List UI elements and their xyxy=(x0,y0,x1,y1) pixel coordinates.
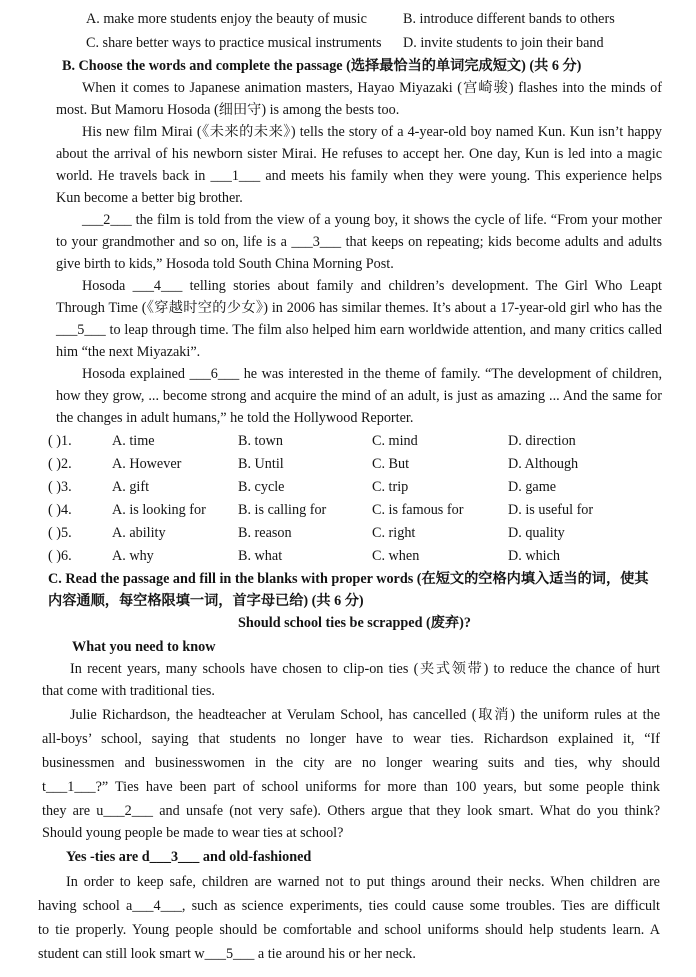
passage-c-line: all-boys’ school, saying that students no longer have to wear ties. Richardson explained it, “If xyxy=(42,731,660,747)
choice-b: B. reason xyxy=(238,525,292,541)
passage-b-line: the changes in adult humans,” he told the Hollywood Reporter. xyxy=(56,410,414,426)
section-b-heading: B. Choose the words and complete the passage (选择最恰当的单词完成短文) (共 6 分) xyxy=(62,58,582,74)
passage-c-line: having school a___4___, such as science experiments, ties could cause some troubles. Ties are difficult xyxy=(38,898,660,914)
choice-c: C. mind xyxy=(372,433,418,449)
passage-c-subheading: Yes -ties are d___3___ and old-fashioned xyxy=(66,849,312,865)
question-number: ( )6. xyxy=(48,548,72,564)
choice-d: D. quality xyxy=(508,525,565,541)
passage-b-line: Hosoda explained ___6___ he was interested in the theme of family. “The development of children, xyxy=(82,366,662,382)
passage-c-line: t___1___?” Ties have been part of school uniforms for more than 100 years, but some people think xyxy=(42,779,660,795)
choice-d: D. is useful for xyxy=(508,502,594,518)
question-number: ( )3. xyxy=(48,479,72,495)
passage-c-subheading: What you need to know xyxy=(72,639,216,655)
passage-c-line: Should young people be made to wear ties at school? xyxy=(42,825,344,841)
passage-b-line: Through Time (《穿越时空的少女》) in 2006 has similar themes. It’s about a 17-year-old girl who has the xyxy=(56,300,662,316)
choice-a: A. time xyxy=(112,433,155,449)
question-number: ( )5. xyxy=(48,525,72,541)
passage-b-line: most. But Mamoru Hosoda (细田守) is among the bests too. xyxy=(56,102,400,118)
option-a: A. make more students enjoy the beauty of music xyxy=(86,11,367,27)
question-number: ( )1. xyxy=(48,433,72,449)
passage-b-line: world. He travels back in ___1___ and meets his family when they were young. This experience helps xyxy=(56,168,662,184)
passage-b-line: to your grandmother and so on, life is a ___3___ that keeps on repeating; kids become adults and adults xyxy=(56,234,662,250)
passage-c-line: they are u___2___ and unsafe (not very safe). Others argue that they look smart. What do you think? xyxy=(42,803,660,819)
section-c-heading-cont: 内容通顺，每空格限填一词，首字母已给) (共 6 分) xyxy=(48,593,364,609)
passage-b-line: ___2___ the film is told from the view of a young boy, it shows the cycle of life. “From your mother xyxy=(82,212,662,228)
choice-c: C. is famous for xyxy=(372,502,464,518)
choice-d: D. which xyxy=(508,548,561,564)
option-b: B. introduce different bands to others xyxy=(403,11,615,27)
option-c: C. share better ways to practice musical instruments xyxy=(86,35,382,51)
passage-b-line: about the arrival of his newborn sister Mirai. He refuses to accept her. One day, Kun is led into a magic xyxy=(56,146,662,162)
passage-c-line: student can still look smart w___5___ a tie around his or her neck. xyxy=(38,946,416,962)
choice-d: D. game xyxy=(508,479,557,495)
choice-c: C. right xyxy=(372,525,416,541)
passage-b-line: Hosoda ___4___ telling stories about family and children’s development. The Girl Who Leapt xyxy=(82,278,662,294)
passage-c-line: In recent years, many schools have chosen to clip-on ties (夹式领带) to reduce the chance of hurt xyxy=(70,661,660,677)
choice-a: A. is looking for xyxy=(112,502,206,518)
passage-c-line: businessmen and businesswomen in the city are no longer wearing suits and ties, why should xyxy=(42,755,660,771)
passage-b-line: give birth to kids,” Hosoda told South China Morning Post. xyxy=(56,256,394,272)
passage-b-line: ___5___ to leap through time. The film also helped him earn worldwide attention, and many critics called xyxy=(56,322,662,338)
choice-d: D. Although xyxy=(508,456,579,472)
choice-b: B. what xyxy=(238,548,283,564)
passage-c-line: to tie properly. Young people should be comfortable and school uniforms should help students learn. A xyxy=(38,922,660,938)
passage-b-line: him “the next Miyazaki”. xyxy=(56,344,201,360)
passage-b-line: how they grow, ... become strong and acquire the mind of an adult, is just as amazing ... And the same for xyxy=(56,388,662,404)
choice-b: B. town xyxy=(238,433,283,449)
choice-b: B. cycle xyxy=(238,479,285,495)
choice-b: B. Until xyxy=(238,456,284,472)
choice-a: A. gift xyxy=(112,479,150,495)
choice-c: C. trip xyxy=(372,479,409,495)
choice-b: B. is calling for xyxy=(238,502,327,518)
choice-a: A. ability xyxy=(112,525,166,541)
passage-c-line: that come with traditional ties. xyxy=(42,683,215,699)
passage-b-line: Kun become a better big brother. xyxy=(56,190,243,206)
question-number: ( )4. xyxy=(48,502,72,518)
choice-a: A. why xyxy=(112,548,154,564)
passage-b-line: His new film Mirai (《未来的未来》) tells the story of a 4-year-old boy named Kun. Kun isn’t happy xyxy=(82,124,662,140)
passage-b-line: When it comes to Japanese animation masters, Hayao Miyazaki (宫崎骏) flashes into the minds of xyxy=(82,80,662,96)
choice-c: C. when xyxy=(372,548,420,564)
question-number: ( )2. xyxy=(48,456,72,472)
passage-c-line: In order to keep safe, children are warned not to put things around their necks. When children are xyxy=(66,874,660,890)
option-d: D. invite students to join their band xyxy=(403,35,604,51)
choice-d: D. direction xyxy=(508,433,576,449)
passage-c-line: Julie Richardson, the headteacher at Verulam School, has cancelled (取消) the uniform rules at the xyxy=(70,707,660,723)
choice-a: A. However xyxy=(112,456,182,472)
choice-c: C. But xyxy=(372,456,410,472)
section-c-heading: C. Read the passage and fill in the blanks with proper words (在短文的空格内填入适当的词，使其 xyxy=(48,571,649,587)
passage-c-title: Should school ties be scrapped (废弃)? xyxy=(238,615,471,631)
